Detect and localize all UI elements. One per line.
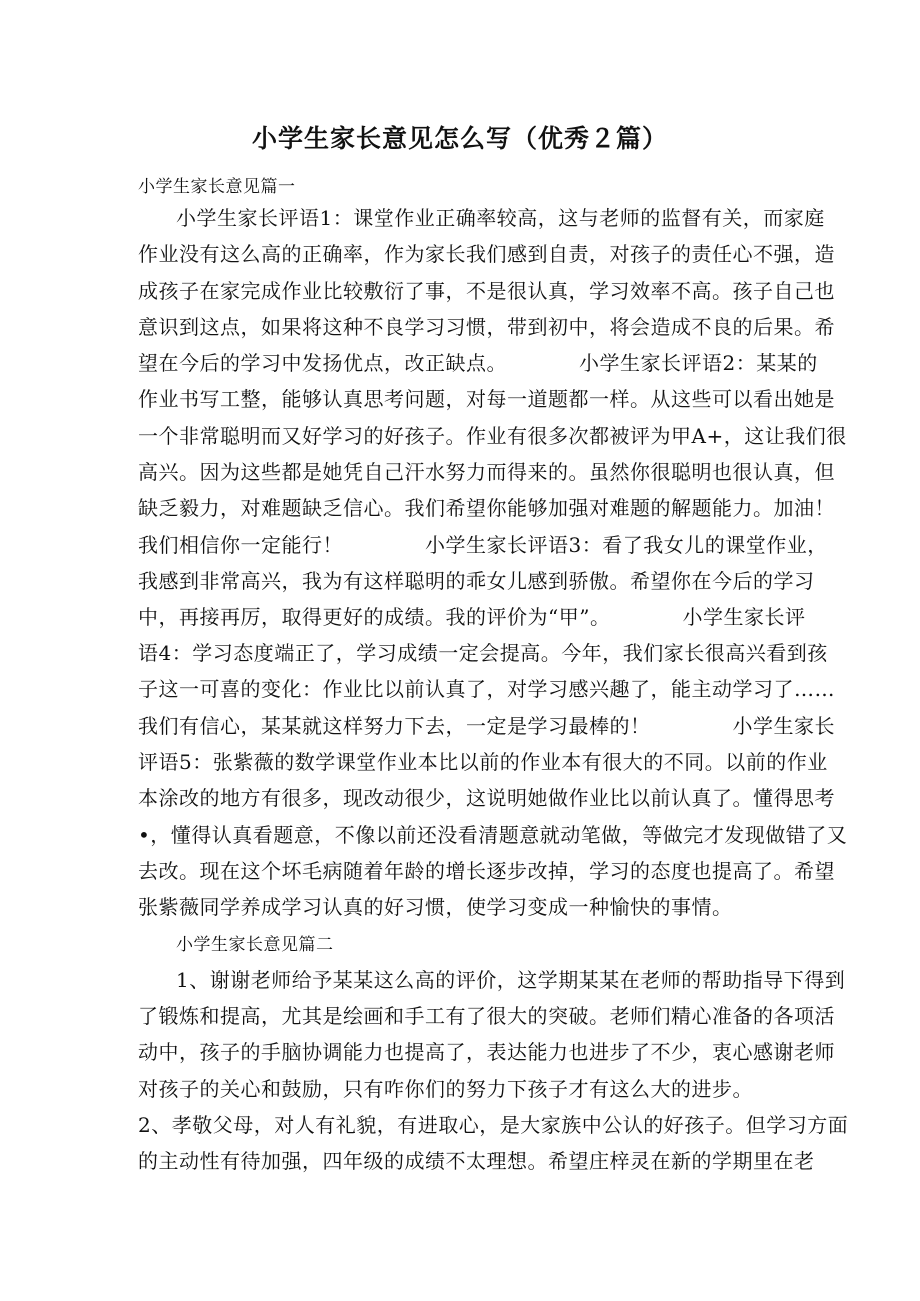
paragraph-line: 动中，孩子的手脑协调能力也提高了，表达能力也进步了不少，衷心感谢老师	[138, 1040, 835, 1064]
paragraph-line: 作业没有这么高的正确率，作为家长我们感到自责，对孩子的责任心不强，造	[138, 242, 835, 266]
section-heading-1: 小学生家长意见篇一	[138, 177, 296, 197]
paragraph-line: 我们有信心，某某就这样努力下去，一定是学习最棒的！ 小学生家长	[138, 714, 835, 738]
paragraph-line: 子这一可喜的变化：作业比以前认真了，对学习感兴趣了，能主动学习了……	[138, 677, 835, 701]
paragraph-line: 评语5：张紫薇的数学课堂作业本比以前的作业本有很大的不同。以前的作业	[138, 750, 828, 774]
paragraph-line: 我们相信你一定能行！ 小学生家长评语3：看了我女儿的课堂作业，	[138, 533, 828, 557]
paragraph-line: 对孩子的关心和鼓励，只有咋你们的努力下孩子才有这么大的进步。	[138, 1077, 753, 1101]
paragraph-line: 1、谢谢老师给予某某这么高的评价，这学期某某在老师的帮助指导下得到	[176, 968, 846, 992]
paragraph-line: 张紫薇同学养成学习认真的好习惯，使学习变成一种愉快的事情。	[138, 895, 733, 919]
paragraph-line: 去改。现在这个坏毛病随着年龄的增长逐步改掉，学习的态度也提高了。希望	[138, 859, 835, 883]
section-heading-2: 小学生家长意见篇二	[176, 935, 334, 955]
paragraph-line: 语4：学习态度端正了，学习成绩一定会提高。今年，我们家长很高兴看到孩	[138, 641, 828, 665]
paragraph-line: 的主动性有待加强，四年级的成绩不太理想。希望庄梓灵在新的学期里在老	[138, 1149, 815, 1173]
paragraph-line: 作业书写工整，能够认真思考问题，对每一道题都一样。从这些可以看出她是	[138, 387, 835, 411]
paragraph-line: 一个非常聪明而又好学习的好孩子。作业有很多次都被评为甲A+，这让我们很	[138, 424, 847, 448]
paragraph-line: 了锻炼和提高，尤其是绘画和手工有了很大的突破。老师们精心准备的各项活	[138, 1004, 835, 1028]
paragraph-line: 成孩子在家完成作业比较敷衍了事，不是很认真，学习效率不高。孩子自己也	[138, 279, 835, 303]
paragraph-line: 中，再接再厉，取得更好的成绩。我的评价为“甲”。 小学生家长评	[138, 605, 806, 629]
paragraph-line: 2、孝敬父母，对人有礼貌，有进取心，是大家族中公认的好孩子。但学习方面	[138, 1113, 849, 1137]
paragraph-line: 我感到非常高兴，我为有这样聪明的乖女儿感到骄傲。希望你在今后的学习	[138, 569, 815, 593]
paragraph-line: •，懂得认真看题意，不像以前还没看清题意就动笔做，等做完才发现做错了又	[138, 823, 848, 847]
paragraph-line: 小学生家长评语1：课堂作业正确率较高，这与老师的监督有关，而家庭	[176, 206, 825, 230]
document-title: 小学生家长意见怎么写（优秀２篇）	[251, 124, 668, 153]
paragraph-line: 望在今后的学习中发扬优点，改正缺点。 小学生家长评语2：某某的	[138, 351, 818, 375]
paragraph-line: 意识到这点，如果将这种不良学习习惯，带到初中，将会造成不良的后果。希	[138, 315, 835, 339]
paragraph-line: 缺乏毅力，对难题缺乏信心。我们希望你能够加强对难题的解题能力。加油！	[138, 496, 835, 520]
paragraph-line: 高兴。因为这些都是她凭自己汗水努力而得来的。虽然你很聪明也很认真，但	[138, 460, 835, 484]
paragraph-line: 本涂改的地方有很多，现改动很少，这说明她做作业比以前认真了。懂得思考	[138, 786, 835, 810]
